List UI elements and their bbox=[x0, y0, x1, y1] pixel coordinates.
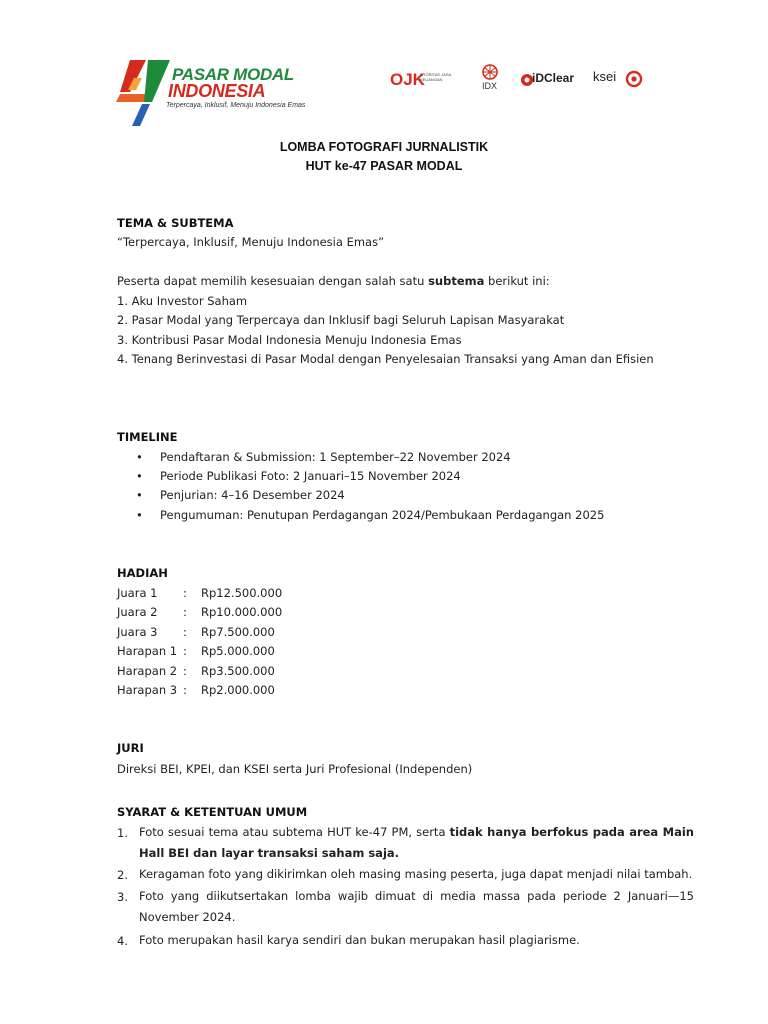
prize-colon: : bbox=[183, 683, 187, 697]
prize-label: Harapan 1 bbox=[117, 644, 178, 658]
subtema-intro bbox=[117, 274, 550, 288]
timeline-item: Penjurian: 4–16 Desember 2024 bbox=[160, 488, 345, 502]
prize-value: Rp5.000.000 bbox=[201, 644, 275, 658]
syarat-heading: SYARAT & KETENTUAN UMUM bbox=[117, 805, 308, 819]
pasar-modal-logo bbox=[116, 56, 316, 126]
bullet-icon: • bbox=[136, 469, 143, 483]
prize-label: Juara 3 bbox=[117, 625, 158, 639]
bullet-icon: • bbox=[136, 450, 143, 464]
rule-bold-text: tidak hanya berfokus pada area Main Hall BEI dan layar transaksi saham saja. bbox=[139, 825, 694, 860]
timeline-heading: TIMELINE bbox=[117, 430, 178, 444]
rule-item: Foto merupakan hasil karya sendiri dan bukan merupakan hasil plagiarisme. bbox=[139, 933, 580, 947]
idx-globe-icon bbox=[470, 64, 512, 82]
juri-heading: JURI bbox=[117, 741, 144, 755]
rule-item: Keragaman foto yang dikirimkan oleh masing masing peserta, juga dapat menjadi nilai tambah. bbox=[139, 867, 693, 881]
rule-item: Foto yang diikutsertakan lomba wajib dimuat di media massa pada periode 2 Januari—15 November 2024. bbox=[139, 889, 694, 924]
ksei-swirl-icon bbox=[625, 70, 643, 88]
logo-brand-line1: PASAR MODAL bbox=[172, 65, 294, 84]
prize-colon: : bbox=[183, 625, 187, 639]
prize-value: Rp7.500.000 bbox=[201, 625, 275, 639]
logo-tagline: Terpercaya, Inklusif, Menuju Indonesia Emas bbox=[166, 102, 306, 109]
bullet-icon: • bbox=[136, 488, 143, 502]
subtheme-item: 1. Aku Investor Saham bbox=[117, 294, 248, 308]
idx-logo bbox=[470, 64, 512, 98]
rule-text: Foto sesuai tema atau subtema HUT ke-47 PM, serta bbox=[139, 825, 450, 839]
prize-colon: : bbox=[183, 644, 187, 658]
timeline-item: Pengumuman: Penutupan Perdagangan 2024/Pembukaan Perdagangan 2025 bbox=[160, 508, 605, 522]
ojk-logo bbox=[390, 64, 460, 98]
rule-number: 4. bbox=[117, 934, 128, 948]
prize-value: Rp3.500.000 bbox=[201, 664, 275, 678]
rule-item bbox=[139, 822, 694, 864]
document-subtitle: HUT ke-47 PASAR MODAL bbox=[305, 159, 463, 173]
subtema-intro-bold: subtema bbox=[428, 274, 485, 288]
prize-value: Rp2.000.000 bbox=[201, 683, 275, 697]
hut-47-logo-icon bbox=[116, 56, 172, 126]
timeline-item: Periode Publikasi Foto: 2 Januari–15 November 2024 bbox=[160, 469, 461, 483]
subtheme-item: 4. Tenang Berinvestasi di Pasar Modal dengan Penyelesaian Transaksi yang Aman dan Efisien bbox=[117, 352, 654, 366]
tema-quote: “Terpercaya, Inklusif, Menuju Indonesia Emas” bbox=[117, 235, 385, 249]
logo-brand-line2: INDONESIA bbox=[168, 81, 266, 101]
timeline-item: Pendaftaran & Submission: 1 September–22 November 2024 bbox=[160, 450, 511, 464]
prize-label: Juara 1 bbox=[117, 586, 158, 600]
bullet-icon: • bbox=[136, 508, 143, 522]
prize-value: Rp10.000.000 bbox=[201, 605, 283, 619]
prize-value: Rp12.500.000 bbox=[201, 586, 283, 600]
prize-colon: : bbox=[183, 664, 187, 678]
hadiah-heading: HADIAH bbox=[117, 566, 168, 580]
ksei-wordmark: ksei bbox=[593, 69, 617, 84]
ojk-subtitle: OTORITAS JASA KEUANGAN bbox=[420, 72, 451, 82]
prize-label: Harapan 3 bbox=[117, 683, 178, 697]
subtema-intro-after: berikut ini: bbox=[484, 274, 550, 288]
rule-number: 2. bbox=[117, 868, 128, 882]
prize-label: Juara 2 bbox=[117, 605, 158, 619]
idclear-logo bbox=[520, 64, 584, 98]
prize-label: Harapan 2 bbox=[117, 664, 178, 678]
document-title: LOMBA FOTOGRAFI JURNALISTIK bbox=[279, 140, 489, 154]
prize-colon: : bbox=[183, 586, 187, 600]
subtheme-item: 3. Kontribusi Pasar Modal Indonesia Menuju Indonesia Emas bbox=[117, 333, 462, 347]
rule-number: 3. bbox=[117, 890, 128, 904]
ojk-wordmark: OJK bbox=[390, 70, 425, 89]
subtheme-item: 2. Pasar Modal yang Terpercaya dan Inklusif bagi Seluruh Lapisan Masyarakat bbox=[117, 313, 565, 327]
idclear-wordmark: iDClear bbox=[532, 71, 575, 85]
tema-heading: TEMA & SUBTEMA bbox=[117, 216, 234, 230]
subtema-intro-before: Peserta dapat memilih kesesuaian dengan salah satu bbox=[117, 274, 429, 288]
ksei-logo bbox=[593, 64, 649, 98]
juri-text: Direksi BEI, KPEI, dan KSEI serta Juri Profesional (Independen) bbox=[117, 762, 473, 776]
idx-wordmark: IDX bbox=[482, 81, 498, 91]
rule-number: 1. bbox=[117, 826, 128, 840]
prize-colon: : bbox=[183, 605, 187, 619]
